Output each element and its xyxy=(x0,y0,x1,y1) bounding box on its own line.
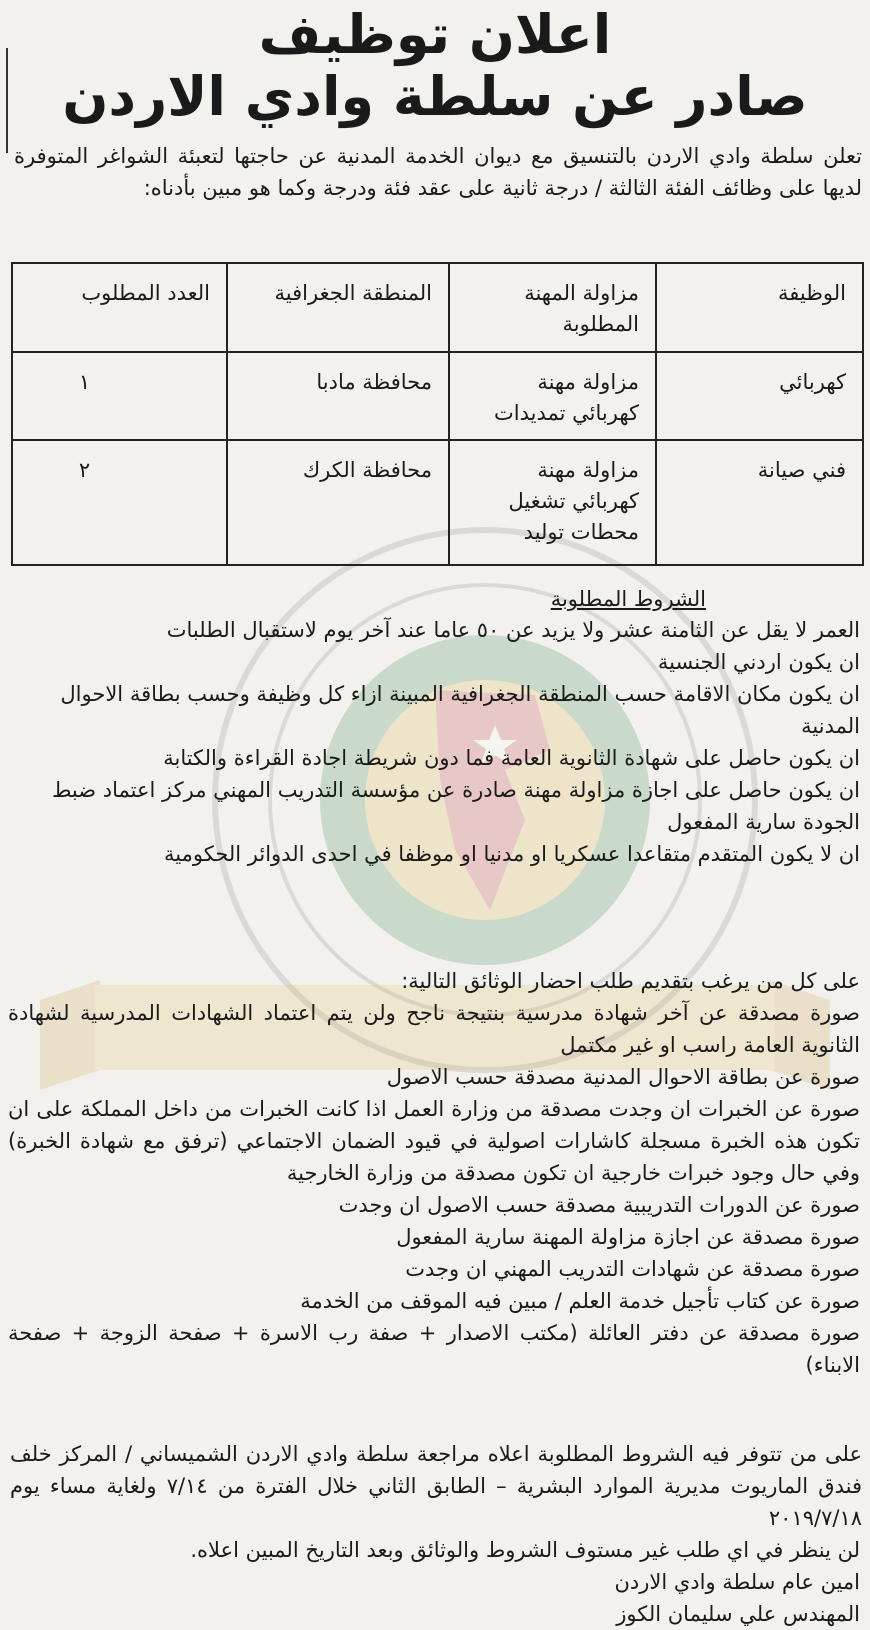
cell-region: محافظة الكرك xyxy=(227,440,449,565)
requirement-item: ان يكون حاصل على اجازة مزاولة مهنة صادرة عن مؤسسة التدريب المهني مركز اعتماد ضبط الجودة سارية المفعول xyxy=(51,778,860,834)
column-header-job: الوظيفة xyxy=(656,263,863,352)
column-header-license: مزاولة المهنة المطلوبة xyxy=(449,263,656,352)
column-header-count: العدد المطلوب xyxy=(12,263,227,352)
table-header-row xyxy=(12,263,863,352)
document-item: صورة عن الخبرات ان وجدت مصدقة من وزارة العمل اذا كانت الخبرات من داخل المملكة على ان تكون هذه الخبرة مسجلة كاشارات اصولية في قيود الضمان الاجتماعي (ترفق مع شهادة الخبرة) وفي حال وجود خبرات خارجية ان تكون مصدقة من وزارة الخارجية xyxy=(8,1097,860,1185)
document-item: صورة مصدقة عن اجازة مزاولة المهنة سارية المفعول xyxy=(396,1225,860,1249)
cell-count: ١ xyxy=(12,352,227,440)
requirement-item: ان يكون حاصل على شهادة الثانوية العامة فما دون شريطة اجادة القراءة والكتابة xyxy=(163,746,860,770)
cell-license: مزاولة مهنة كهربائي تمديدات xyxy=(449,352,656,440)
requirements-heading: الشروط المطلوبة xyxy=(550,587,706,611)
cell-license: مزاولة مهنة كهربائي تشغيل محطات توليد xyxy=(449,440,656,565)
cell-job: فني صيانة xyxy=(656,440,863,565)
document-item: صورة عن الدورات التدريبية مصدقة حسب الاصول ان وجدت xyxy=(338,1193,860,1217)
intro-paragraph: تعلن سلطة وادي الاردن بالتنسيق مع ديوان الخدمة المدنية عن حاجتها لتعبئة الشواغر المتوفرة لديها على وظائف الفئة الثالثة / درجة ثانية على عقد فئة ودرجة وكما هو مبين بأدناه: xyxy=(14,144,862,200)
cell-job: كهربائي xyxy=(656,352,863,440)
page-title: اعلان توظيف xyxy=(258,3,612,66)
requirement-item: العمر لا يقل عن الثامنة عشر ولا يزيد عن ٥٠ عاما عند آخر يوم لاستقبال الطلبات xyxy=(166,618,860,642)
signatory-name: المهندس علي سليمان الكوز xyxy=(616,1602,860,1626)
document-item: صورة مصدقة عن شهادات التدريب المهني ان وجدت xyxy=(405,1257,860,1281)
page-subtitle: صادر عن سلطة وادي الاردن xyxy=(62,65,808,128)
requirement-item: ان يكون اردني الجنسية xyxy=(657,650,860,674)
document-item: صورة مصدقة عن آخر شهادة مدرسية بنتيجة ناجح ولن يتم اعتماد الشهادات المدرسية لشهادة الثانوية العامة راسب او غير مكتمل xyxy=(8,1001,860,1057)
requirements-list xyxy=(8,614,860,870)
application-instructions xyxy=(10,1438,862,1534)
document-item: صورة عن كتاب تأجيل خدمة العلم / مبين فيه الموقف من الخدمة xyxy=(300,1289,860,1313)
document-item: صورة عن بطاقة الاحوال المدنية مصدقة حسب الاصول xyxy=(386,1065,860,1089)
requirement-item: ان لا يكون المتقدم متقاعدا عسكريا او مدنيا او موظفا في احدى الدوائر الحكومية xyxy=(164,842,860,866)
requirement-item: ان يكون مكان الاقامة حسب المنطقة الجغرافية المبينة ازاء كل وظيفة وحسب بطاقة الاحوال المدنية xyxy=(60,682,860,738)
table-row xyxy=(12,352,863,440)
jobs-table xyxy=(11,262,864,566)
deadline-note: لن ينظر في اي طلب غير مستوف الشروط والوثائق وبعد التاريخ المبين اعلاه. xyxy=(190,1538,860,1562)
table-row xyxy=(12,440,863,565)
cell-region: محافظة مادبا xyxy=(227,352,449,440)
signatory-title: امين عام سلطة وادي الاردن xyxy=(614,1570,860,1594)
cell-count: ٢ xyxy=(12,440,227,565)
documents-list xyxy=(8,965,860,1381)
documents-intro: على كل من يرغب بتقديم طلب احضار الوثائق التالية: xyxy=(401,969,860,993)
application-dates: ٧/١٤ ولغاية مساء يوم ٢٠١٩/٧/١٨ xyxy=(10,1474,862,1530)
closing-text: على من تتوفر فيه الشروط المطلوبة اعلاه مراجعة سلطة وادي الاردن الشميساني / المركز خلف فندق الماريوت مديرية الموارد البشرية – الطابق الثاني خلال الفترة من xyxy=(10,1442,862,1498)
column-header-region: المنطقة الجغرافية xyxy=(227,263,449,352)
document-item: صورة مصدقة عن دفتر العائلة (مكتب الاصدار + صفة رب الاسرة + صفحة الزوجة + صفحة الابناء) xyxy=(8,1321,860,1377)
